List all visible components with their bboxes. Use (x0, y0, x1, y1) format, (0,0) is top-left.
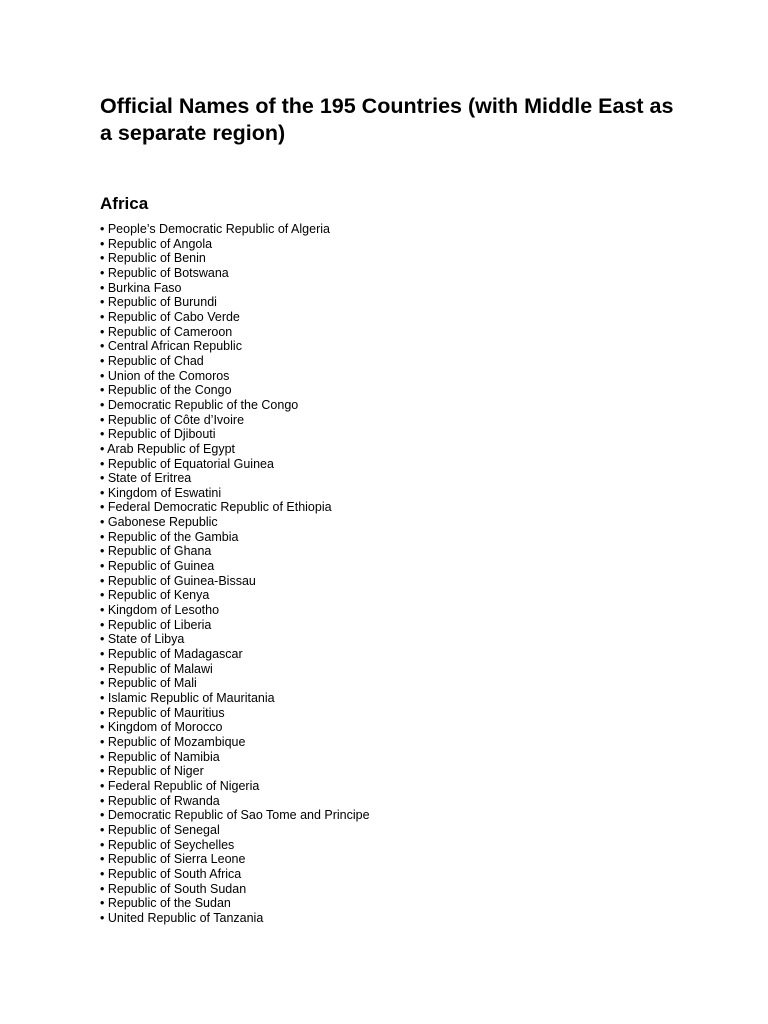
list-item: • Republic of Cameroon (100, 324, 233, 339)
list-item: • Republic of South Sudan (100, 881, 247, 896)
list-item: • Republic of Côte d’Ivoire (100, 412, 245, 427)
list-item: • Democratic Republic of Sao Tome and Principe (100, 808, 370, 823)
list-item: • Republic of Chad (100, 353, 204, 368)
list-item: • Republic of Senegal (100, 822, 220, 837)
list-item: • United Republic of Tanzania (100, 910, 264, 925)
section-heading-africa: Africa (100, 194, 149, 213)
country-list-africa (100, 222, 370, 926)
list-item: • Federal Democratic Republic of Ethiopia (100, 500, 332, 515)
list-item: • Republic of Djibouti (100, 427, 216, 442)
list-item: • Islamic Republic of Mauritania (100, 691, 275, 705)
list-item: • Republic of Guinea-Bissau (100, 573, 256, 588)
list-item: • Republic of Burundi (100, 295, 217, 310)
list-item: • Republic of the Sudan (100, 896, 231, 911)
list-item: • Arab Republic of Egypt (100, 441, 236, 456)
list-item: • Republic of Malawi (100, 661, 213, 676)
list-item: • Republic of Rwanda (100, 793, 220, 808)
list-item: • Gabonese Republic (100, 515, 218, 530)
list-item: • Union of the Comoros (100, 368, 230, 383)
list-item: • Republic of Niger (100, 764, 204, 779)
list-item: • Kingdom of Eswatini (100, 485, 222, 500)
list-item: • People’s Democratic Republic of Algeria (100, 222, 330, 236)
list-item: • Republic of Kenya (100, 588, 210, 603)
list-item: • Republic of Mozambique (100, 734, 246, 749)
list-item: • Republic of Liberia (100, 617, 212, 632)
list-item: • Republic of Equatorial Guinea (100, 456, 274, 471)
list-item: • Republic of Mali (100, 676, 197, 691)
list-item: • Republic of the Gambia (100, 529, 239, 544)
list-item: • Republic of Sierra Leone (100, 852, 246, 867)
list-item: • Democratic Republic of the Congo (100, 397, 299, 412)
list-item: • Kingdom of Lesotho (100, 603, 220, 618)
list-item: • Burkina Faso (100, 280, 182, 295)
list-item: • Republic of Guinea (100, 559, 215, 574)
list-item: • Republic of Namibia (100, 749, 220, 764)
list-item: • Republic of South Africa (100, 866, 242, 881)
list-item: • Republic of the Congo (100, 383, 232, 398)
list-item: • Republic of Ghana (100, 544, 212, 559)
list-item: • State of Eritrea (100, 471, 192, 486)
document-title: Official Names of the 195 Countries (with Middle East as a separate region) (100, 94, 674, 145)
list-item: • Republic of Angola (100, 236, 213, 251)
list-item: • Republic of Botswana (100, 265, 229, 280)
list-item: • Central African Republic (100, 339, 242, 354)
list-item: • State of Libya (100, 632, 185, 647)
list-item: • Federal Republic of Nigeria (100, 778, 260, 793)
list-item: • Republic of Madagascar (100, 647, 243, 662)
list-item: • Republic of Mauritius (100, 705, 225, 720)
list-item: • Republic of Benin (100, 251, 206, 266)
list-item: • Republic of Seychelles (100, 837, 235, 852)
list-item: • Kingdom of Morocco (100, 720, 223, 735)
list-item: • Republic of Cabo Verde (100, 309, 240, 324)
